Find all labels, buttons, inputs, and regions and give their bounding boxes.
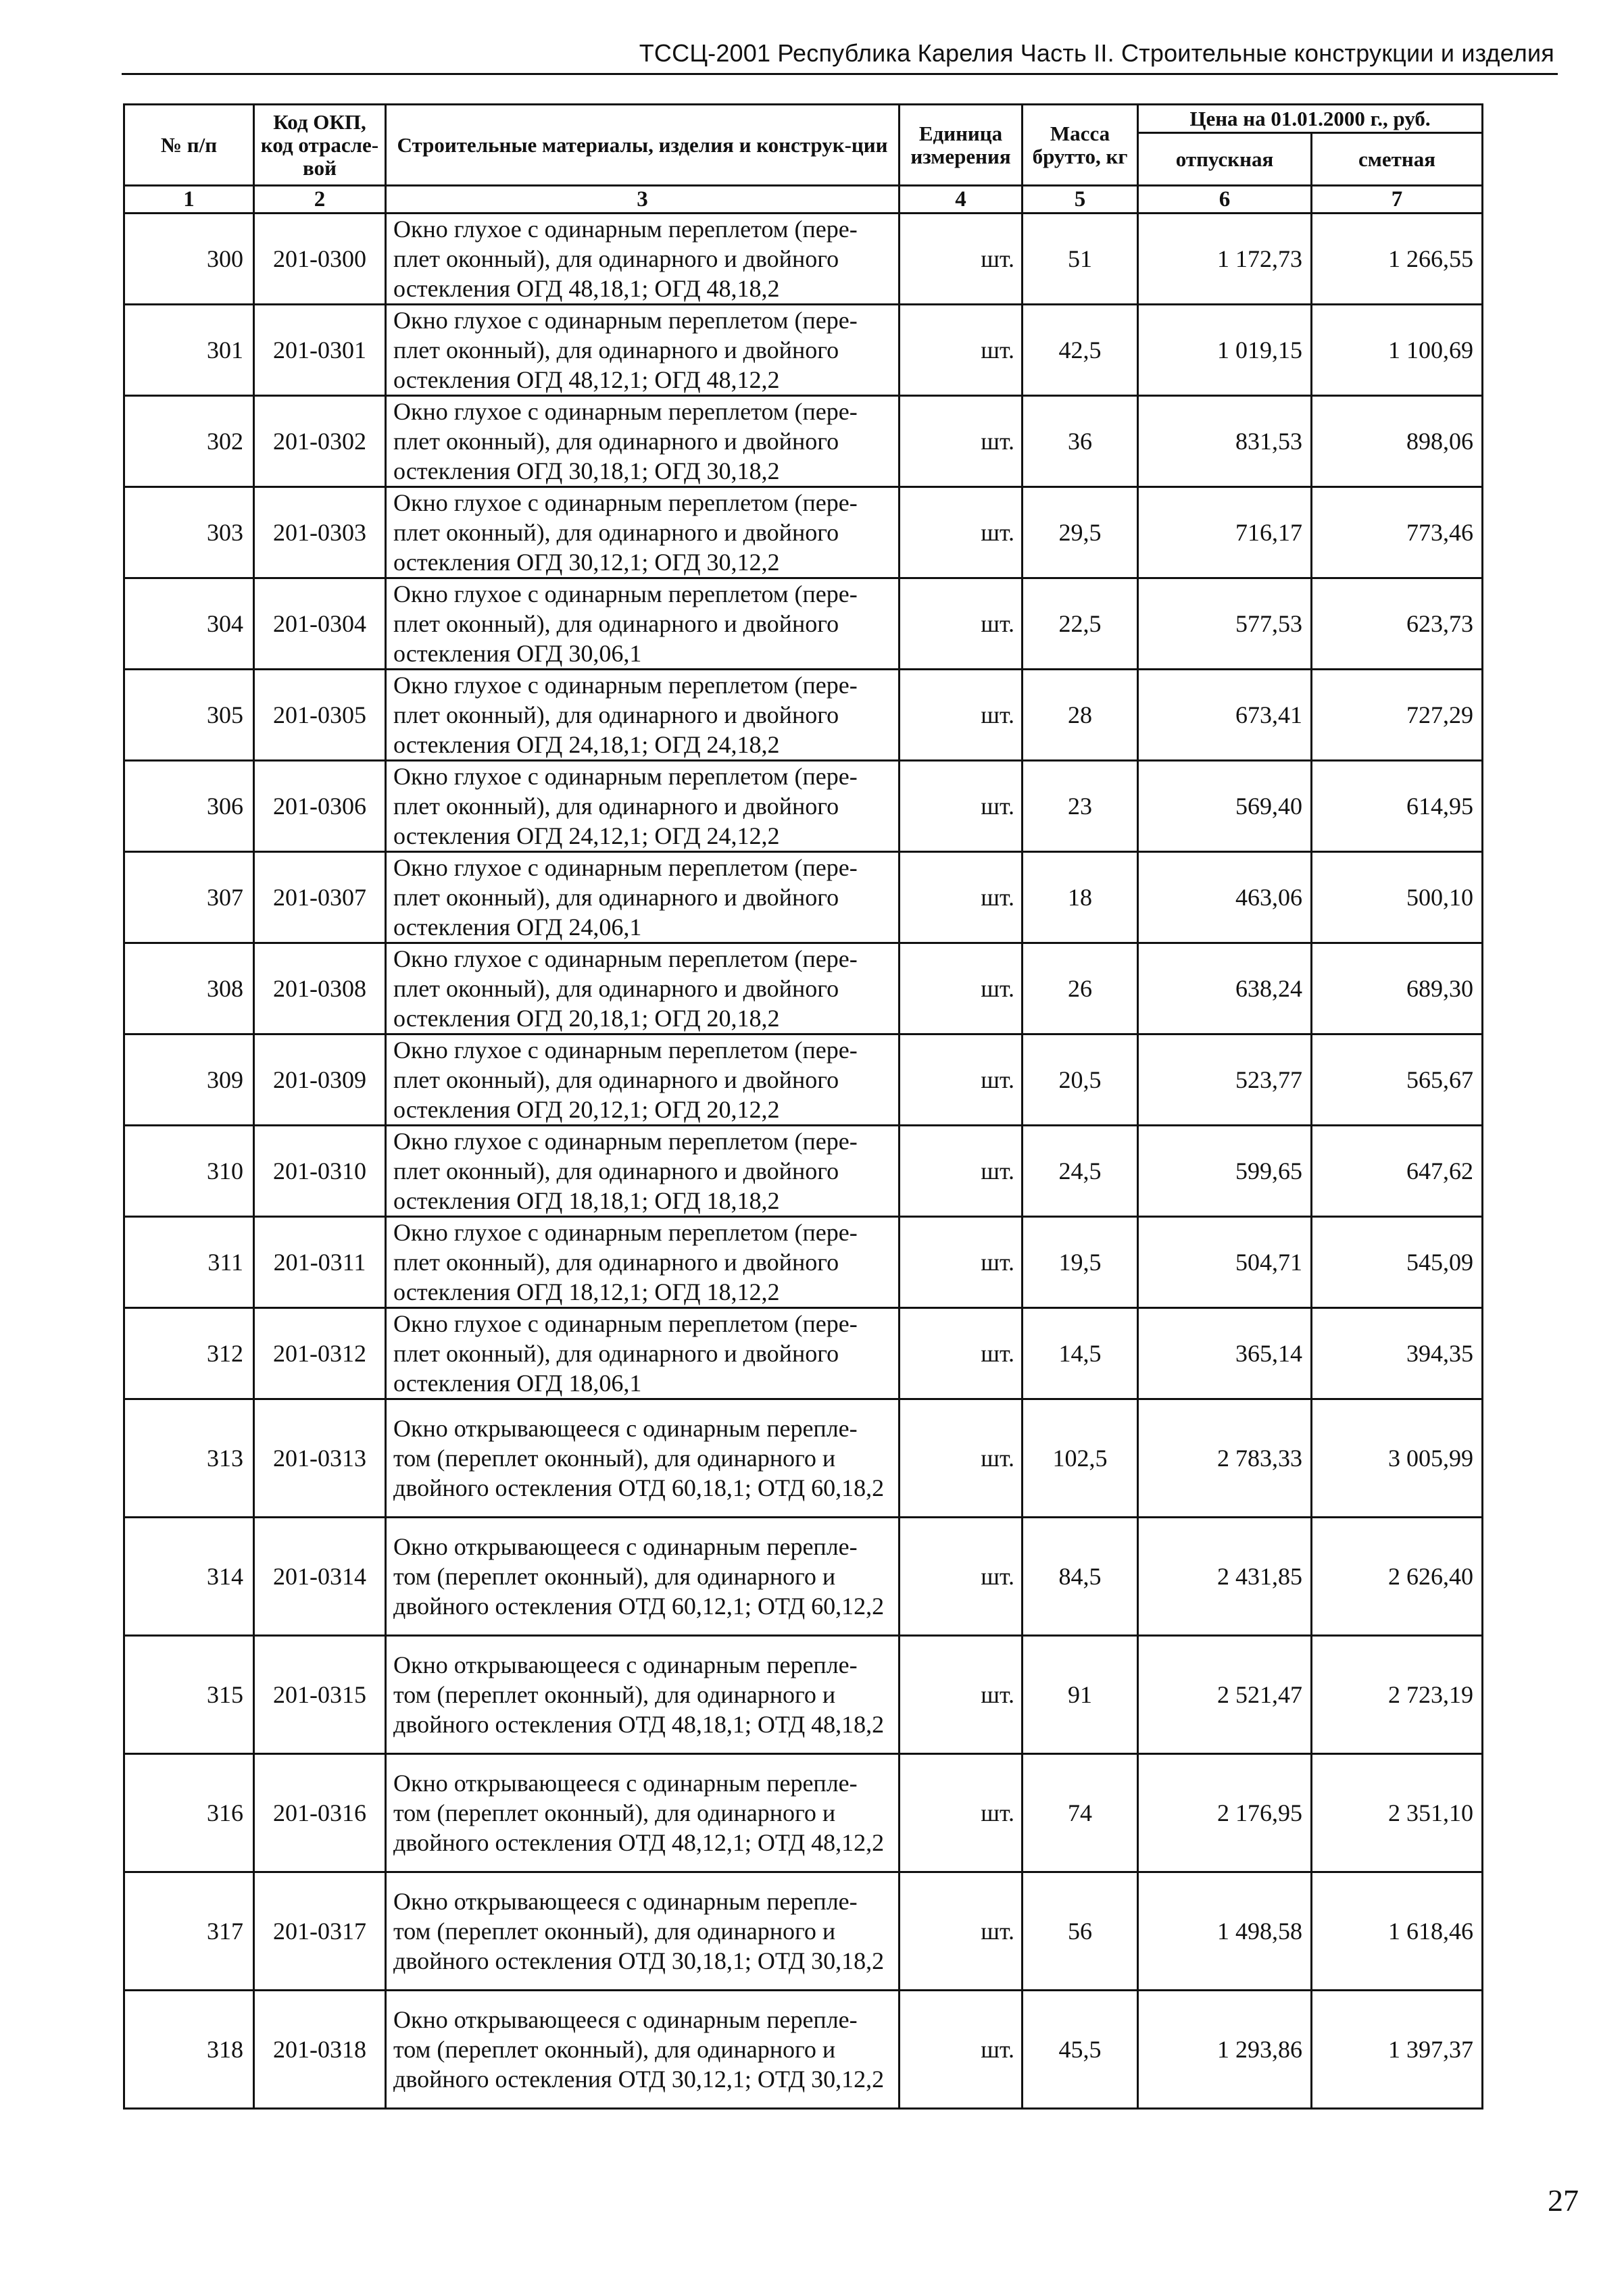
- row-code: 201-0308: [254, 943, 386, 1034]
- row-description: Окно открывающееся с одинарным перепле-том (переплет оконный), для одинарного и двойного остекления ОТД 48,12,1; ОТД 48,12,2: [386, 1754, 900, 1872]
- column-numbers-row: [124, 186, 1483, 214]
- row-price-release: 504,71: [1138, 1217, 1312, 1308]
- page-number: 27: [1548, 2183, 1579, 2218]
- row-price-estimate: 394,35: [1312, 1308, 1483, 1399]
- row-mass: 42,5: [1023, 305, 1138, 396]
- row-description: Окно глухое с одинарным переплетом (пере-плет оконный), для одинарного и двойного остекления ОГД 24,18,1; ОГД 24,18,2: [386, 670, 900, 761]
- row-description: Окно глухое с одинарным переплетом (пере-плет оконный), для одинарного и двойного остекления ОГД 18,06,1: [386, 1308, 900, 1399]
- row-description: Окно глухое с одинарным переплетом (пере-плет оконный), для одинарного и двойного остекления ОГД 20,18,1; ОГД 20,18,2: [386, 943, 900, 1034]
- row-code: 201-0311: [254, 1217, 386, 1308]
- row-mass: 74: [1023, 1754, 1138, 1872]
- row-mass: 84,5: [1023, 1518, 1138, 1636]
- row-unit: шт.: [900, 852, 1023, 943]
- column-number: 6: [1138, 186, 1312, 214]
- header-code: Код ОКП, код отрасле-вой: [254, 105, 386, 186]
- row-mass: 19,5: [1023, 1217, 1138, 1308]
- row-unit: шт.: [900, 943, 1023, 1034]
- row-number: 304: [124, 578, 254, 670]
- row-price-estimate: 727,29: [1312, 670, 1483, 761]
- row-number: 314: [124, 1518, 254, 1636]
- header-price-estimate: сметная: [1312, 133, 1483, 186]
- row-price-release: 599,65: [1138, 1126, 1312, 1217]
- row-number: 301: [124, 305, 254, 396]
- table-header: [124, 105, 1483, 214]
- column-number: 7: [1312, 186, 1483, 214]
- row-code: 201-0317: [254, 1872, 386, 1991]
- row-mass: 14,5: [1023, 1308, 1138, 1399]
- row-price-estimate: 565,67: [1312, 1034, 1483, 1126]
- row-number: 300: [124, 214, 254, 305]
- row-price-estimate: 1 266,55: [1312, 214, 1483, 305]
- row-code: 201-0315: [254, 1636, 386, 1754]
- column-number: 5: [1023, 186, 1138, 214]
- row-description: Окно открывающееся с одинарным перепле-том (переплет оконный), для одинарного и двойного остекления ОТД 60,12,1; ОТД 60,12,2: [386, 1518, 900, 1636]
- row-code: 201-0306: [254, 761, 386, 852]
- header-unit: Единица измерения: [900, 105, 1023, 186]
- row-code: 201-0316: [254, 1754, 386, 1872]
- row-description: Окно глухое с одинарным переплетом (пере-плет оконный), для одинарного и двойного остекления ОГД 48,12,1; ОГД 48,12,2: [386, 305, 900, 396]
- row-unit: шт.: [900, 1034, 1023, 1126]
- row-description: Окно глухое с одинарным переплетом (пере-плет оконный), для одинарного и двойного остекления ОГД 30,12,1; ОГД 30,12,2: [386, 487, 900, 578]
- row-description: Окно глухое с одинарным переплетом (пере-плет оконный), для одинарного и двойного остекления ОГД 18,12,1; ОГД 18,12,2: [386, 1217, 900, 1308]
- row-number: 317: [124, 1872, 254, 1991]
- column-number: 4: [900, 186, 1023, 214]
- row-unit: шт.: [900, 1217, 1023, 1308]
- row-unit: шт.: [900, 214, 1023, 305]
- row-unit: шт.: [900, 396, 1023, 487]
- column-number: 1: [124, 186, 254, 214]
- table-row: [124, 852, 1483, 943]
- row-code: 201-0318: [254, 1991, 386, 2109]
- row-price-release: 2 521,47: [1138, 1636, 1312, 1754]
- table-body: [124, 214, 1483, 2109]
- row-description: Окно глухое с одинарным переплетом (пере-плет оконный), для одинарного и двойного остекления ОГД 24,06,1: [386, 852, 900, 943]
- table-row: [124, 1636, 1483, 1754]
- row-price-release: 569,40: [1138, 761, 1312, 852]
- row-price-estimate: 2 626,40: [1312, 1518, 1483, 1636]
- table-row: [124, 761, 1483, 852]
- row-mass: 26: [1023, 943, 1138, 1034]
- column-number: 2: [254, 186, 386, 214]
- running-header: ТССЦ-2001 Республика Карелия Часть II. Строительные конструкции и изделия: [639, 39, 1554, 67]
- row-price-release: 2 783,33: [1138, 1399, 1312, 1518]
- row-code: 201-0307: [254, 852, 386, 943]
- row-description: Окно глухое с одинарным переплетом (пере-плет оконный), для одинарного и двойного остекления ОГД 30,06,1: [386, 578, 900, 670]
- table-row: [124, 943, 1483, 1034]
- row-price-estimate: 773,46: [1312, 487, 1483, 578]
- row-description: Окно открывающееся с одинарным перепле-том (переплет оконный), для одинарного и двойного остекления ОТД 48,18,1; ОТД 48,18,2: [386, 1636, 900, 1754]
- table-row: [124, 1754, 1483, 1872]
- row-number: 305: [124, 670, 254, 761]
- row-price-release: 638,24: [1138, 943, 1312, 1034]
- row-price-release: 831,53: [1138, 396, 1312, 487]
- row-price-estimate: 689,30: [1312, 943, 1483, 1034]
- table-row: [124, 1308, 1483, 1399]
- row-price-estimate: 3 005,99: [1312, 1399, 1483, 1518]
- header-price-release: отпускная: [1138, 133, 1312, 186]
- row-price-release: 463,06: [1138, 852, 1312, 943]
- row-price-release: 1 293,86: [1138, 1991, 1312, 2109]
- row-code: 201-0302: [254, 396, 386, 487]
- row-unit: шт.: [900, 487, 1023, 578]
- table-row: [124, 670, 1483, 761]
- row-price-estimate: 1 397,37: [1312, 1991, 1483, 2109]
- row-number: 318: [124, 1991, 254, 2109]
- row-price-estimate: 623,73: [1312, 578, 1483, 670]
- header-divider: [122, 73, 1558, 75]
- row-description: Окно открывающееся с одинарным перепле-том (переплет оконный), для одинарного и двойного остекления ОТД 60,18,1; ОТД 60,18,2: [386, 1399, 900, 1518]
- row-mass: 56: [1023, 1872, 1138, 1991]
- table-row: [124, 1872, 1483, 1991]
- row-unit: шт.: [900, 1991, 1023, 2109]
- row-number: 307: [124, 852, 254, 943]
- row-price-release: 523,77: [1138, 1034, 1312, 1126]
- price-table: [123, 103, 1483, 2110]
- table-row: [124, 1126, 1483, 1217]
- row-mass: 20,5: [1023, 1034, 1138, 1126]
- row-price-estimate: 1 618,46: [1312, 1872, 1483, 1991]
- table-row: [124, 396, 1483, 487]
- row-mass: 29,5: [1023, 487, 1138, 578]
- table-row: [124, 1217, 1483, 1308]
- table-row: [124, 305, 1483, 396]
- row-price-estimate: 2 723,19: [1312, 1636, 1483, 1754]
- row-price-release: 2 431,85: [1138, 1518, 1312, 1636]
- row-description: Окно открывающееся с одинарным перепле-том (переплет оконный), для одинарного и двойного остекления ОТД 30,12,1; ОТД 30,12,2: [386, 1991, 900, 2109]
- row-description: Окно глухое с одинарным переплетом (пере-плет оконный), для одинарного и двойного остекления ОГД 20,12,1; ОГД 20,12,2: [386, 1034, 900, 1126]
- header-mass: Масса брутто, кг: [1023, 105, 1138, 186]
- table-row: [124, 1399, 1483, 1518]
- row-unit: шт.: [900, 1872, 1023, 1991]
- row-unit: шт.: [900, 578, 1023, 670]
- row-mass: 36: [1023, 396, 1138, 487]
- row-price-release: 1 172,73: [1138, 214, 1312, 305]
- row-price-estimate: 1 100,69: [1312, 305, 1483, 396]
- row-mass: 51: [1023, 214, 1138, 305]
- row-price-estimate: 500,10: [1312, 852, 1483, 943]
- row-price-release: 2 176,95: [1138, 1754, 1312, 1872]
- row-code: 201-0303: [254, 487, 386, 578]
- row-description: Окно глухое с одинарным переплетом (пере-плет оконный), для одинарного и двойного остекления ОГД 18,18,1; ОГД 18,18,2: [386, 1126, 900, 1217]
- table-row: [124, 578, 1483, 670]
- row-description: Окно глухое с одинарным переплетом (пере-плет оконный), для одинарного и двойного остекления ОГД 30,18,1; ОГД 30,18,2: [386, 396, 900, 487]
- row-unit: шт.: [900, 1308, 1023, 1399]
- row-unit: шт.: [900, 670, 1023, 761]
- row-description: Окно глухое с одинарным переплетом (пере-плет оконный), для одинарного и двойного остекления ОГД 48,18,1; ОГД 48,18,2: [386, 214, 900, 305]
- row-unit: шт.: [900, 1518, 1023, 1636]
- row-price-release: 1 498,58: [1138, 1872, 1312, 1991]
- row-description: Окно открывающееся с одинарным перепле-том (переплет оконный), для одинарного и двойного остекления ОТД 30,18,1; ОТД 30,18,2: [386, 1872, 900, 1991]
- row-number: 312: [124, 1308, 254, 1399]
- row-unit: шт.: [900, 305, 1023, 396]
- row-mass: 22,5: [1023, 578, 1138, 670]
- row-number: 308: [124, 943, 254, 1034]
- row-number: 302: [124, 396, 254, 487]
- row-number: 311: [124, 1217, 254, 1308]
- row-price-release: 716,17: [1138, 487, 1312, 578]
- row-code: 201-0310: [254, 1126, 386, 1217]
- row-number: 313: [124, 1399, 254, 1518]
- row-mass: 91: [1023, 1636, 1138, 1754]
- table-row: [124, 1034, 1483, 1126]
- row-unit: шт.: [900, 761, 1023, 852]
- row-price-release: 1 019,15: [1138, 305, 1312, 396]
- row-price-estimate: 898,06: [1312, 396, 1483, 487]
- row-number: 306: [124, 761, 254, 852]
- row-code: 201-0305: [254, 670, 386, 761]
- row-mass: 102,5: [1023, 1399, 1138, 1518]
- row-mass: 23: [1023, 761, 1138, 852]
- row-number: 310: [124, 1126, 254, 1217]
- row-price-estimate: 545,09: [1312, 1217, 1483, 1308]
- row-code: 201-0301: [254, 305, 386, 396]
- row-mass: 18: [1023, 852, 1138, 943]
- row-number: 316: [124, 1754, 254, 1872]
- row-code: 201-0304: [254, 578, 386, 670]
- row-unit: шт.: [900, 1636, 1023, 1754]
- table-row: [124, 214, 1483, 305]
- row-mass: 28: [1023, 670, 1138, 761]
- column-number: 3: [386, 186, 900, 214]
- row-code: 201-0313: [254, 1399, 386, 1518]
- row-number: 303: [124, 487, 254, 578]
- table-row: [124, 1518, 1483, 1636]
- row-price-release: 577,53: [1138, 578, 1312, 670]
- row-price-estimate: 2 351,10: [1312, 1754, 1483, 1872]
- table-row: [124, 1991, 1483, 2109]
- row-unit: шт.: [900, 1399, 1023, 1518]
- header-name: Строительные материалы, изделия и конструк-ции: [386, 105, 900, 186]
- row-price-estimate: 614,95: [1312, 761, 1483, 852]
- row-price-release: 365,14: [1138, 1308, 1312, 1399]
- row-price-release: 673,41: [1138, 670, 1312, 761]
- row-code: 201-0309: [254, 1034, 386, 1126]
- row-number: 309: [124, 1034, 254, 1126]
- row-mass: 45,5: [1023, 1991, 1138, 2109]
- row-code: 201-0314: [254, 1518, 386, 1636]
- header-num: № п/п: [124, 105, 254, 186]
- row-mass: 24,5: [1023, 1126, 1138, 1217]
- row-unit: шт.: [900, 1126, 1023, 1217]
- row-unit: шт.: [900, 1754, 1023, 1872]
- row-code: 201-0312: [254, 1308, 386, 1399]
- row-number: 315: [124, 1636, 254, 1754]
- header-price-group: Цена на 01.01.2000 г., руб.: [1138, 105, 1483, 133]
- row-code: 201-0300: [254, 214, 386, 305]
- table-row: [124, 487, 1483, 578]
- row-price-estimate: 647,62: [1312, 1126, 1483, 1217]
- row-description: Окно глухое с одинарным переплетом (пере-плет оконный), для одинарного и двойного остекления ОГД 24,12,1; ОГД 24,12,2: [386, 761, 900, 852]
